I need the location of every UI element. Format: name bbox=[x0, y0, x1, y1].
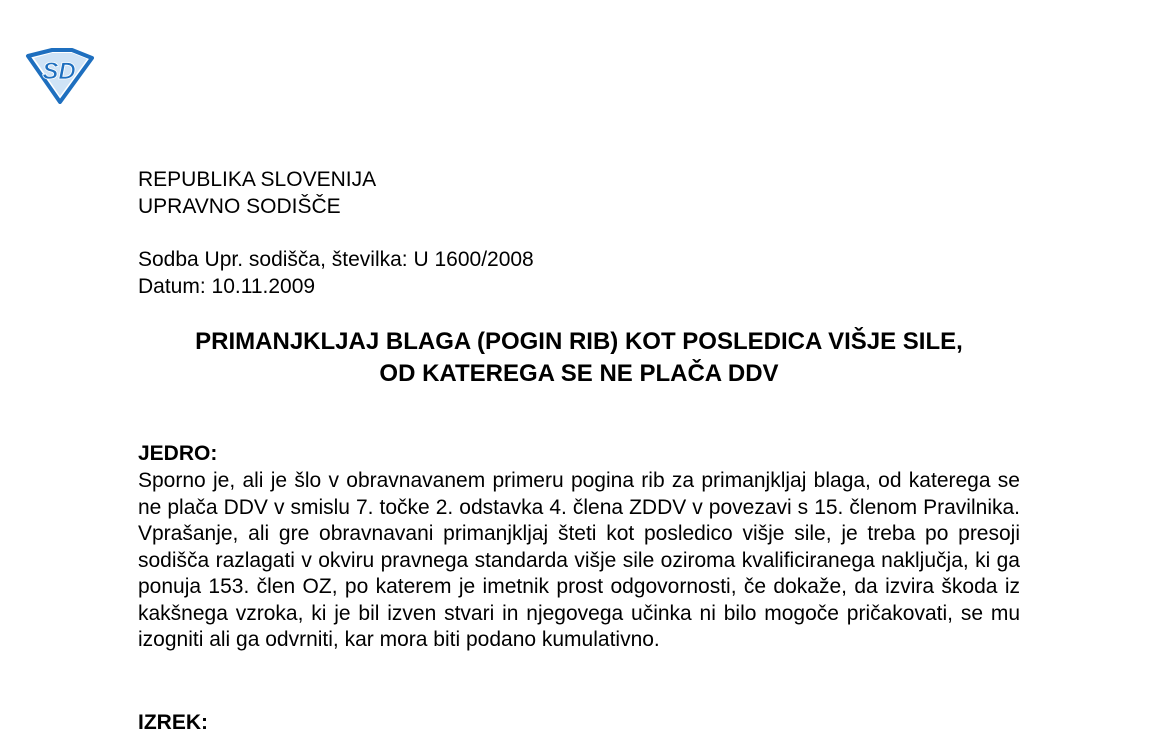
logo-icon bbox=[22, 48, 96, 104]
document-title bbox=[138, 326, 1020, 390]
court-header bbox=[138, 166, 376, 220]
jedro-heading: JEDRO: bbox=[138, 442, 218, 465]
izrek-heading: IZREK: bbox=[138, 711, 208, 734]
jedro-text: Sporno je, ali je šlo v obravnavanem primeru pogina rib za primanjkljaj blaga, od katerega se ne plača DDV v smislu 7. točke 2. odstavka 4. člena ZDDV v povezavi s 15. členom Pravilnika. Vprašanje, ali gre obravnavani primanjkljaj šteti kot posledico višje sile, je treba po presoji sodišča razlagati v okviru pravnega standarda višje sile oziroma kvalificiranega naključja, ki ga ponuja 153. člen OZ, po katerem je imetnik prost odgovornosti, če dokaže, da izvira škoda iz kakšnega vzroka, ki je bil izven stvari in njegovega učinka ni bilo mogoče pričakovati, se mu izogniti ali ga odvrniti, kar mora biti podano kumulativno. bbox=[138, 469, 1020, 651]
logo bbox=[22, 48, 96, 104]
case-info bbox=[138, 246, 534, 300]
header-court: UPRAVNO SODIŠČE bbox=[138, 195, 341, 218]
case-number: Sodba Upr. sodišča, številka: U 1600/2008 bbox=[138, 248, 534, 271]
case-date: Datum: 10.11.2009 bbox=[138, 275, 316, 298]
title-line-1: PRIMANJKLJAJ BLAGA (POGIN RIB) KOT POSLEDICA VIŠJE SILE, bbox=[195, 328, 963, 355]
title-line-2: OD KATEREGA SE NE PLAČA DDV bbox=[379, 360, 779, 387]
header-country: REPUBLIKA SLOVENIJA bbox=[138, 168, 377, 191]
logo-letters: SD bbox=[42, 58, 76, 85]
